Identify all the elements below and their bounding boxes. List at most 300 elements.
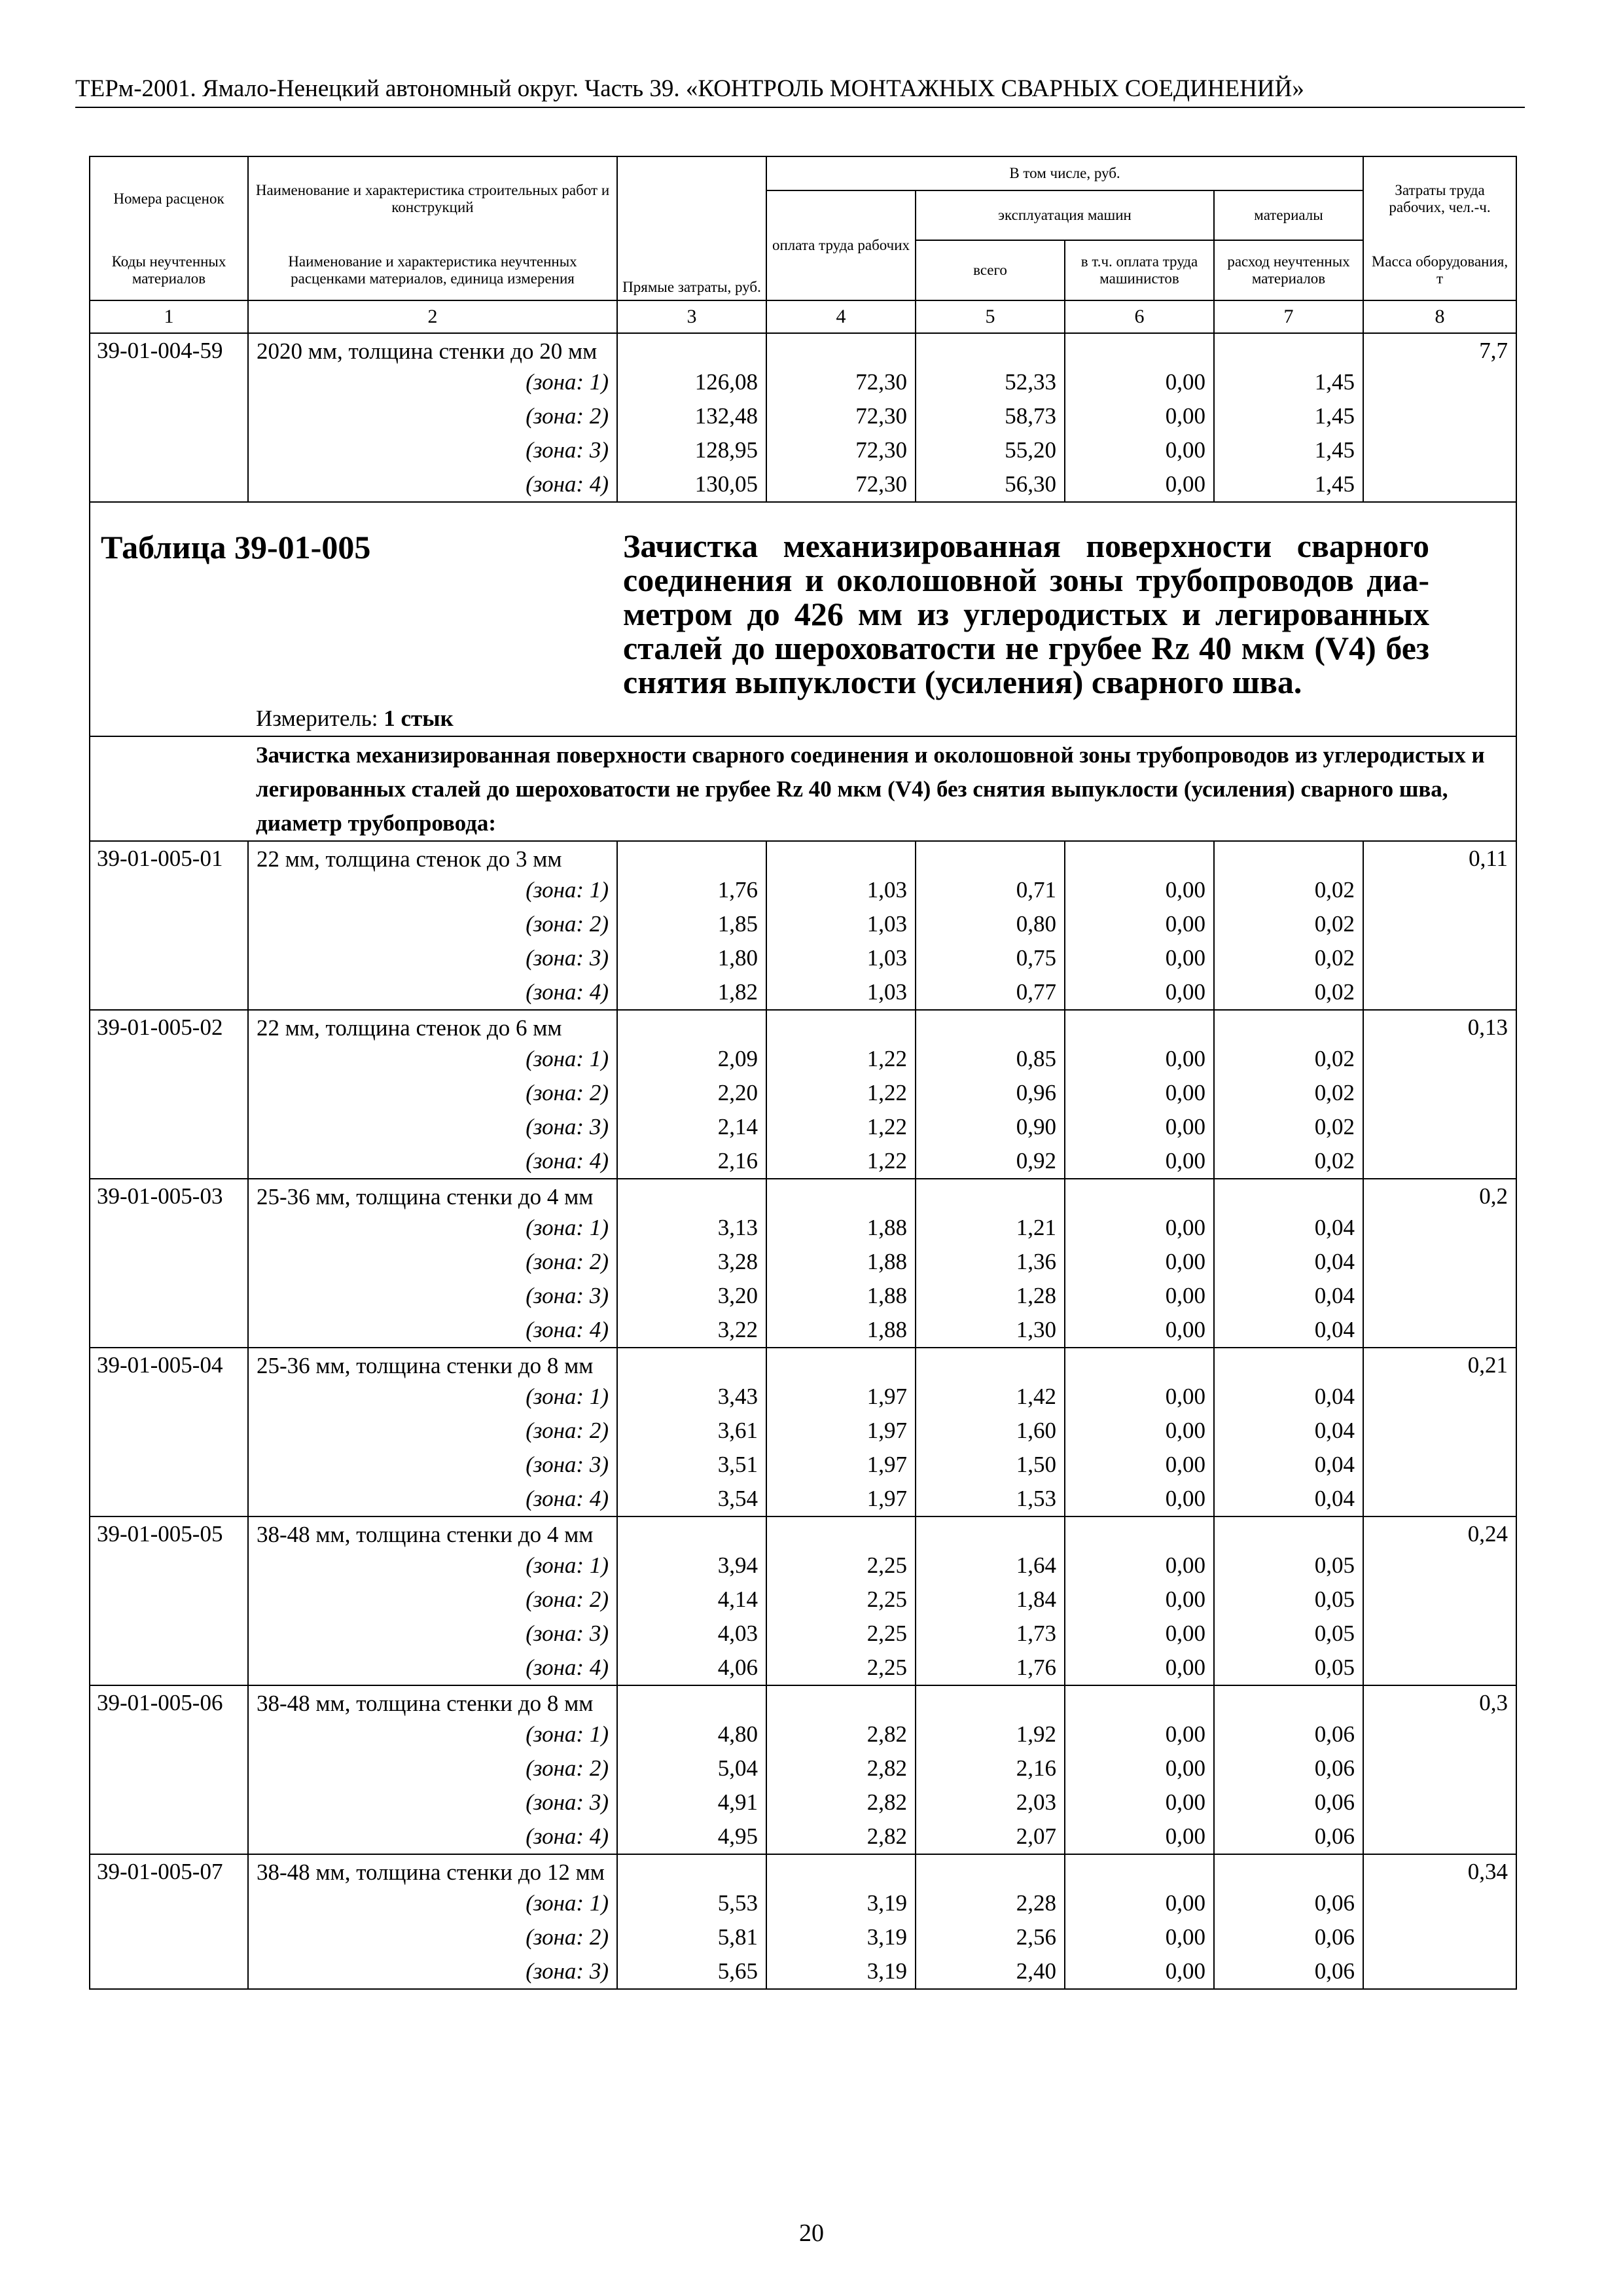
zone-row: [90, 1549, 1516, 1583]
value-cell: 72,30: [766, 365, 916, 399]
empty-cell: [766, 841, 916, 873]
header-rate-numbers: Номера расценок: [90, 156, 248, 240]
rate-code: 39-01-005-04: [90, 1348, 248, 1516]
rate-row: [90, 1010, 1516, 1042]
value-cell: 1,42: [916, 1380, 1065, 1414]
value-cell: 1,22: [766, 1042, 916, 1076]
zone-row: [90, 1954, 1516, 1989]
rate-row: [90, 1854, 1516, 1886]
value-cell: 0,00: [1065, 1482, 1214, 1516]
value-cell: 1,97: [766, 1448, 916, 1482]
value-cell: 0,90: [916, 1110, 1065, 1144]
empty-cell: [1214, 1685, 1363, 1717]
value-cell: 1,45: [1214, 365, 1363, 399]
value-cell: 4,91: [617, 1785, 766, 1820]
empty-cell: [766, 1010, 916, 1042]
header-labor-costs: Затраты труда рабочих, чел.-ч.: [1363, 156, 1516, 240]
zone-label: (зона: 4): [248, 975, 617, 1010]
zone-label: (зона: 2): [248, 907, 617, 941]
value-cell: 0,00: [1065, 1380, 1214, 1414]
header-machines-total: всего: [916, 240, 1065, 300]
value-cell: 1,82: [617, 975, 766, 1010]
empty-cell: [1214, 1348, 1363, 1380]
empty-cell: [1214, 1854, 1363, 1886]
value-cell: 0,02: [1214, 941, 1363, 975]
zone-label: (зона: 3): [248, 433, 617, 467]
zone-row: [90, 1245, 1516, 1279]
zone-row: [90, 975, 1516, 1010]
value-cell: 0,00: [1065, 907, 1214, 941]
value-cell: 0,00: [1065, 1414, 1214, 1448]
value-cell: 1,92: [916, 1717, 1065, 1751]
zone-row: [90, 1042, 1516, 1076]
value-cell: 0,04: [1214, 1211, 1363, 1245]
value-cell: 1,03: [766, 873, 916, 907]
empty-cell: [916, 1348, 1065, 1380]
header-work-name: Наименование и характеристика строительных работ и конструкций: [248, 156, 617, 240]
labor-cost: 0,2: [1363, 1179, 1516, 1348]
value-cell: 1,60: [916, 1414, 1065, 1448]
measure-label: Измеритель:: [256, 706, 378, 731]
header-divider: [75, 107, 1525, 108]
value-cell: 0,00: [1065, 1313, 1214, 1348]
value-cell: 1,97: [766, 1482, 916, 1516]
rate-code: 39-01-005-03: [90, 1179, 248, 1348]
value-cell: 1,21: [916, 1211, 1065, 1245]
value-cell: 0,00: [1065, 873, 1214, 907]
value-cell: 1,97: [766, 1380, 916, 1414]
zone-label: (зона: 1): [248, 1380, 617, 1414]
value-cell: 2,25: [766, 1583, 916, 1617]
value-cell: 1,53: [916, 1482, 1065, 1516]
empty-cell: [1065, 1854, 1214, 1886]
labor-cost: 0,3: [1363, 1685, 1516, 1854]
value-cell: 0,04: [1214, 1279, 1363, 1313]
value-cell: 2,09: [617, 1042, 766, 1076]
rate-row: [90, 1348, 1516, 1380]
zone-row: [90, 1820, 1516, 1854]
zone-label: (зона: 2): [248, 1920, 617, 1954]
zone-row: [90, 1717, 1516, 1751]
header-including: В том числе, руб.: [766, 156, 1363, 190]
value-cell: 1,28: [916, 1279, 1065, 1313]
zone-label: (зона: 4): [248, 1651, 617, 1685]
value-cell: 0,00: [1065, 1448, 1214, 1482]
zone-row: [90, 365, 1516, 399]
value-cell: 2,82: [766, 1820, 916, 1854]
value-cell: 4,03: [617, 1617, 766, 1651]
value-cell: 0,00: [1065, 1886, 1214, 1920]
labor-cost: 0,24: [1363, 1516, 1516, 1685]
value-cell: 0,92: [916, 1144, 1065, 1179]
zone-label: (зона: 4): [248, 1482, 617, 1516]
value-cell: 0,00: [1065, 433, 1214, 467]
rate-row: [90, 1516, 1516, 1549]
value-cell: 2,82: [766, 1717, 916, 1751]
column-number-row: [90, 300, 1516, 333]
column-number: 7: [1214, 300, 1363, 333]
value-cell: 0,00: [1065, 941, 1214, 975]
zone-label: (зона: 1): [248, 365, 617, 399]
value-cell: 1,22: [766, 1144, 916, 1179]
value-cell: 72,30: [766, 433, 916, 467]
zone-row: [90, 467, 1516, 502]
value-cell: 0,00: [1065, 1549, 1214, 1583]
zone-label: (зона: 2): [248, 399, 617, 433]
value-cell: 4,80: [617, 1717, 766, 1751]
zone-label: (зона: 4): [248, 467, 617, 502]
value-cell: 1,45: [1214, 433, 1363, 467]
zone-label: (зона: 2): [248, 1414, 617, 1448]
rate-name: 22 мм, толщина стенок до 6 мм: [248, 1010, 617, 1042]
page-header: ТЕРм-2001. Ямало-Ненецкий автономный округ. Часть 39. «КОНТРОЛЬ МОНТАЖНЫХ СВАРНЫХ СОЕДИНЕНИЙ»: [75, 75, 1304, 102]
value-cell: 2,20: [617, 1076, 766, 1110]
value-cell: 2,25: [766, 1651, 916, 1685]
zone-row: [90, 1448, 1516, 1482]
empty-cell: [766, 333, 916, 365]
value-cell: 0,77: [916, 975, 1065, 1010]
value-cell: 1,36: [916, 1245, 1065, 1279]
header-machine-operation: эксплуатация машин: [916, 190, 1214, 240]
empty-cell: [617, 1348, 766, 1380]
value-cell: 0,05: [1214, 1617, 1363, 1651]
zone-row: [90, 1380, 1516, 1414]
zone-row: [90, 1751, 1516, 1785]
value-cell: 3,22: [617, 1313, 766, 1348]
value-cell: 0,05: [1214, 1583, 1363, 1617]
value-cell: 58,73: [916, 399, 1065, 433]
value-cell: 1,22: [766, 1076, 916, 1110]
table-title: Зачистка механизированная поверхности сварного соединения и околошовной зоны трубопроводов диаметром до 426 мм из углеродистых и легированных сталей до шероховатости не грубее Rz 40 мкм (V4) без снятия выпуклости (усиления) сварного шва.: [623, 528, 1429, 700]
value-cell: 2,28: [916, 1886, 1065, 1920]
value-cell: 1,03: [766, 941, 916, 975]
rate-row: [90, 1179, 1516, 1211]
empty-cell: [1065, 1179, 1214, 1211]
labor-cost: 7,7: [1363, 333, 1516, 502]
empty-cell: [766, 1685, 916, 1717]
zone-label: (зона: 1): [248, 1211, 617, 1245]
zone-row: [90, 1076, 1516, 1110]
value-cell: 0,85: [916, 1042, 1065, 1076]
empty-cell: [916, 1010, 1065, 1042]
zone-row: [90, 907, 1516, 941]
value-cell: 0,00: [1065, 1211, 1214, 1245]
value-cell: 1,22: [766, 1110, 916, 1144]
value-cell: 1,03: [766, 907, 916, 941]
zone-row: [90, 1617, 1516, 1651]
labor-cost: 0,11: [1363, 841, 1516, 1010]
rate-name: 22 мм, толщина стенок до 3 мм: [248, 841, 617, 873]
rate-code: 39-01-004-59: [90, 333, 248, 502]
zone-row: [90, 1279, 1516, 1313]
column-number: 3: [617, 300, 766, 333]
zone-row: [90, 433, 1516, 467]
zone-row: [90, 1886, 1516, 1920]
value-cell: 0,00: [1065, 399, 1214, 433]
value-cell: 1,03: [766, 975, 916, 1010]
header-material-codes: Коды неучтенных материалов: [90, 240, 248, 300]
value-cell: 4,14: [617, 1583, 766, 1617]
rate-row: [90, 841, 1516, 873]
value-cell: 0,00: [1065, 1583, 1214, 1617]
zone-label: (зона: 3): [248, 1785, 617, 1820]
value-cell: 0,00: [1065, 1076, 1214, 1110]
column-number: 4: [766, 300, 916, 333]
zone-row: [90, 1110, 1516, 1144]
value-cell: 0,05: [1214, 1549, 1363, 1583]
column-number: 1: [90, 300, 248, 333]
zone-label: (зона: 2): [248, 1076, 617, 1110]
value-cell: 126,08: [617, 365, 766, 399]
empty-cell: [766, 1516, 916, 1549]
rate-name: 38-48 мм, толщина стенки до 8 мм: [248, 1685, 617, 1717]
empty-cell: [916, 1516, 1065, 1549]
empty-cell: [1214, 1516, 1363, 1549]
value-cell: 1,88: [766, 1211, 916, 1245]
header-worker-pay: оплата труда рабочих: [766, 190, 916, 300]
header-equipment-mass: Масса оборудования, т: [1363, 240, 1516, 300]
zone-label: (зона: 3): [248, 1954, 617, 1989]
value-cell: 1,50: [916, 1448, 1065, 1482]
value-cell: 0,02: [1214, 1042, 1363, 1076]
value-cell: 1,97: [766, 1414, 916, 1448]
empty-cell: [617, 1179, 766, 1211]
value-cell: 0,71: [916, 873, 1065, 907]
zone-label: (зона: 4): [248, 1144, 617, 1179]
zone-row: [90, 873, 1516, 907]
value-cell: 2,56: [916, 1920, 1065, 1954]
value-cell: 0,06: [1214, 1886, 1363, 1920]
value-cell: 3,19: [766, 1954, 916, 1989]
empty-cell: [617, 1685, 766, 1717]
value-cell: 1,64: [916, 1549, 1065, 1583]
rate-row: [90, 333, 1516, 365]
zone-row: [90, 399, 1516, 433]
rate-code: 39-01-005-01: [90, 841, 248, 1010]
zone-row: [90, 1785, 1516, 1820]
empty-cell: [1065, 841, 1214, 873]
value-cell: 0,05: [1214, 1651, 1363, 1685]
empty-cell: [1214, 841, 1363, 873]
empty-cell: [1214, 1179, 1363, 1211]
value-cell: 1,85: [617, 907, 766, 941]
empty-cell: [1214, 1010, 1363, 1042]
value-cell: 3,28: [617, 1245, 766, 1279]
value-cell: 0,02: [1214, 1076, 1363, 1110]
value-cell: 1,30: [916, 1313, 1065, 1348]
value-cell: 0,96: [916, 1076, 1065, 1110]
page-number: 20: [799, 2219, 824, 2247]
zone-row: [90, 1651, 1516, 1685]
zone-label: (зона: 3): [248, 941, 617, 975]
zone-row: [90, 1313, 1516, 1348]
value-cell: 1,45: [1214, 467, 1363, 502]
zone-label: (зона: 1): [248, 873, 617, 907]
zone-row: [90, 941, 1516, 975]
value-cell: 0,00: [1065, 1785, 1214, 1820]
value-cell: 0,00: [1065, 1751, 1214, 1785]
rate-code: 39-01-005-07: [90, 1854, 248, 1989]
value-cell: 55,20: [916, 433, 1065, 467]
empty-cell: [766, 1854, 916, 1886]
column-number: 2: [248, 300, 617, 333]
value-cell: 132,48: [617, 399, 766, 433]
value-cell: 0,02: [1214, 1110, 1363, 1144]
zone-row: [90, 1482, 1516, 1516]
zone-label: (зона: 1): [248, 1042, 617, 1076]
value-cell: 5,04: [617, 1751, 766, 1785]
header-material-names: Наименование и характеристика неучтенных расценками материалов, единица измерения: [248, 240, 617, 300]
value-cell: 2,40: [916, 1954, 1065, 1989]
value-cell: 0,04: [1214, 1414, 1363, 1448]
empty-cell: [916, 333, 1065, 365]
zone-label: (зона: 4): [248, 1313, 617, 1348]
value-cell: 4,06: [617, 1651, 766, 1685]
zone-label: (зона: 3): [248, 1110, 617, 1144]
zone-row: [90, 1144, 1516, 1179]
labor-cost: 0,34: [1363, 1854, 1516, 1989]
zone-label: (зона: 2): [248, 1245, 617, 1279]
rate-code: 39-01-005-05: [90, 1516, 248, 1685]
value-cell: 0,06: [1214, 1920, 1363, 1954]
value-cell: 1,73: [916, 1617, 1065, 1651]
labor-cost: 0,21: [1363, 1348, 1516, 1516]
empty-cell: [916, 1685, 1065, 1717]
rate-row: [90, 1685, 1516, 1717]
value-cell: 1,80: [617, 941, 766, 975]
zone-label: (зона: 3): [248, 1617, 617, 1651]
value-cell: 0,00: [1065, 1920, 1214, 1954]
value-cell: 5,53: [617, 1886, 766, 1920]
value-cell: 0,02: [1214, 975, 1363, 1010]
zone-label: (зона: 3): [248, 1279, 617, 1313]
value-cell: 72,30: [766, 399, 916, 433]
value-cell: 3,54: [617, 1482, 766, 1516]
value-cell: 0,04: [1214, 1448, 1363, 1482]
value-cell: 0,06: [1214, 1820, 1363, 1854]
value-cell: 0,00: [1065, 975, 1214, 1010]
value-cell: 0,04: [1214, 1380, 1363, 1414]
empty-cell: [617, 1854, 766, 1886]
value-cell: 2,16: [916, 1751, 1065, 1785]
zone-row: [90, 1583, 1516, 1617]
value-cell: 2,16: [617, 1144, 766, 1179]
group-heading: Зачистка механизированная поверхности сварного соединения и околошовной зоны трубопроводов из углеродистых и легированных сталей до шероховатости не грубее Rz 40 мкм (V4) без снятия выпуклости (усиления) сварного шва, диаметр трубопровода:: [90, 736, 1516, 841]
value-cell: 0,00: [1065, 1245, 1214, 1279]
value-cell: 3,19: [766, 1886, 916, 1920]
empty-cell: [617, 841, 766, 873]
empty-cell: [916, 841, 1065, 873]
table-number: Таблица 39-01-005: [101, 529, 371, 565]
value-cell: 1,88: [766, 1245, 916, 1279]
empty-cell: [916, 1179, 1065, 1211]
zone-label: (зона: 3): [248, 1448, 617, 1482]
value-cell: 0,75: [916, 941, 1065, 975]
value-cell: 0,00: [1065, 1820, 1214, 1854]
value-cell: 0,04: [1214, 1313, 1363, 1348]
value-cell: 3,13: [617, 1211, 766, 1245]
rates-table: [89, 156, 1517, 1990]
measure-value: 1 стык: [383, 706, 454, 731]
header-operator-pay: в т.ч. оплата труда машинистов: [1065, 240, 1214, 300]
value-cell: 0,06: [1214, 1954, 1363, 1989]
value-cell: 1,76: [916, 1651, 1065, 1685]
value-cell: 130,05: [617, 467, 766, 502]
empty-cell: [617, 1516, 766, 1549]
value-cell: 0,06: [1214, 1751, 1363, 1785]
rate-name: 25-36 мм, толщина стенки до 4 мм: [248, 1179, 617, 1211]
value-cell: 0,00: [1065, 1954, 1214, 1989]
rate-name: 38-48 мм, толщина стенки до 4 мм: [248, 1516, 617, 1549]
empty-cell: [617, 333, 766, 365]
zone-row: [90, 1920, 1516, 1954]
column-number: 8: [1363, 300, 1516, 333]
zone-label: (зона: 2): [248, 1751, 617, 1785]
value-cell: 0,00: [1065, 365, 1214, 399]
value-cell: 0,00: [1065, 1617, 1214, 1651]
value-cell: 3,43: [617, 1380, 766, 1414]
column-number: 5: [916, 300, 1065, 333]
value-cell: 0,80: [916, 907, 1065, 941]
header-materials: материалы: [1214, 190, 1363, 240]
rate-name: 38-48 мм, толщина стенки до 12 мм: [248, 1854, 617, 1886]
value-cell: 0,00: [1065, 1279, 1214, 1313]
value-cell: 52,33: [916, 365, 1065, 399]
table-title-row: [90, 502, 1516, 736]
empty-cell: [1065, 1010, 1214, 1042]
value-cell: 0,04: [1214, 1245, 1363, 1279]
measure-unit: [256, 702, 454, 736]
zone-row: [90, 1211, 1516, 1245]
zone-label: (зона: 1): [248, 1549, 617, 1583]
value-cell: 2,25: [766, 1617, 916, 1651]
empty-cell: [766, 1179, 916, 1211]
empty-cell: [766, 1348, 916, 1380]
value-cell: 5,81: [617, 1920, 766, 1954]
value-cell: 0,06: [1214, 1785, 1363, 1820]
table-title-block: [90, 502, 1516, 736]
value-cell: 1,76: [617, 873, 766, 907]
zone-row: [90, 1414, 1516, 1448]
zone-label: (зона: 4): [248, 1820, 617, 1854]
column-number: 6: [1065, 300, 1214, 333]
value-cell: 0,00: [1065, 1144, 1214, 1179]
zone-label: (зона: 2): [248, 1583, 617, 1617]
rate-name: 25-36 мм, толщина стенки до 8 мм: [248, 1348, 617, 1380]
value-cell: 2,03: [916, 1785, 1065, 1820]
value-cell: 0,02: [1214, 907, 1363, 941]
value-cell: 3,20: [617, 1279, 766, 1313]
value-cell: 56,30: [916, 467, 1065, 502]
value-cell: 3,61: [617, 1414, 766, 1448]
zone-label: (зона: 1): [248, 1717, 617, 1751]
value-cell: 2,82: [766, 1751, 916, 1785]
value-cell: 0,00: [1065, 467, 1214, 502]
value-cell: 0,00: [1065, 1717, 1214, 1751]
empty-cell: [1065, 333, 1214, 365]
header-unaccounted-materials: расход неучтенных материалов: [1214, 240, 1363, 300]
empty-cell: [1065, 1348, 1214, 1380]
value-cell: 3,51: [617, 1448, 766, 1482]
value-cell: 0,02: [1214, 1144, 1363, 1179]
value-cell: 0,00: [1065, 1110, 1214, 1144]
group-heading-row: [90, 736, 1516, 841]
rate-code: 39-01-005-06: [90, 1685, 248, 1854]
value-cell: 0,02: [1214, 873, 1363, 907]
value-cell: 0,00: [1065, 1042, 1214, 1076]
value-cell: 0,00: [1065, 1651, 1214, 1685]
empty-cell: [916, 1854, 1065, 1886]
